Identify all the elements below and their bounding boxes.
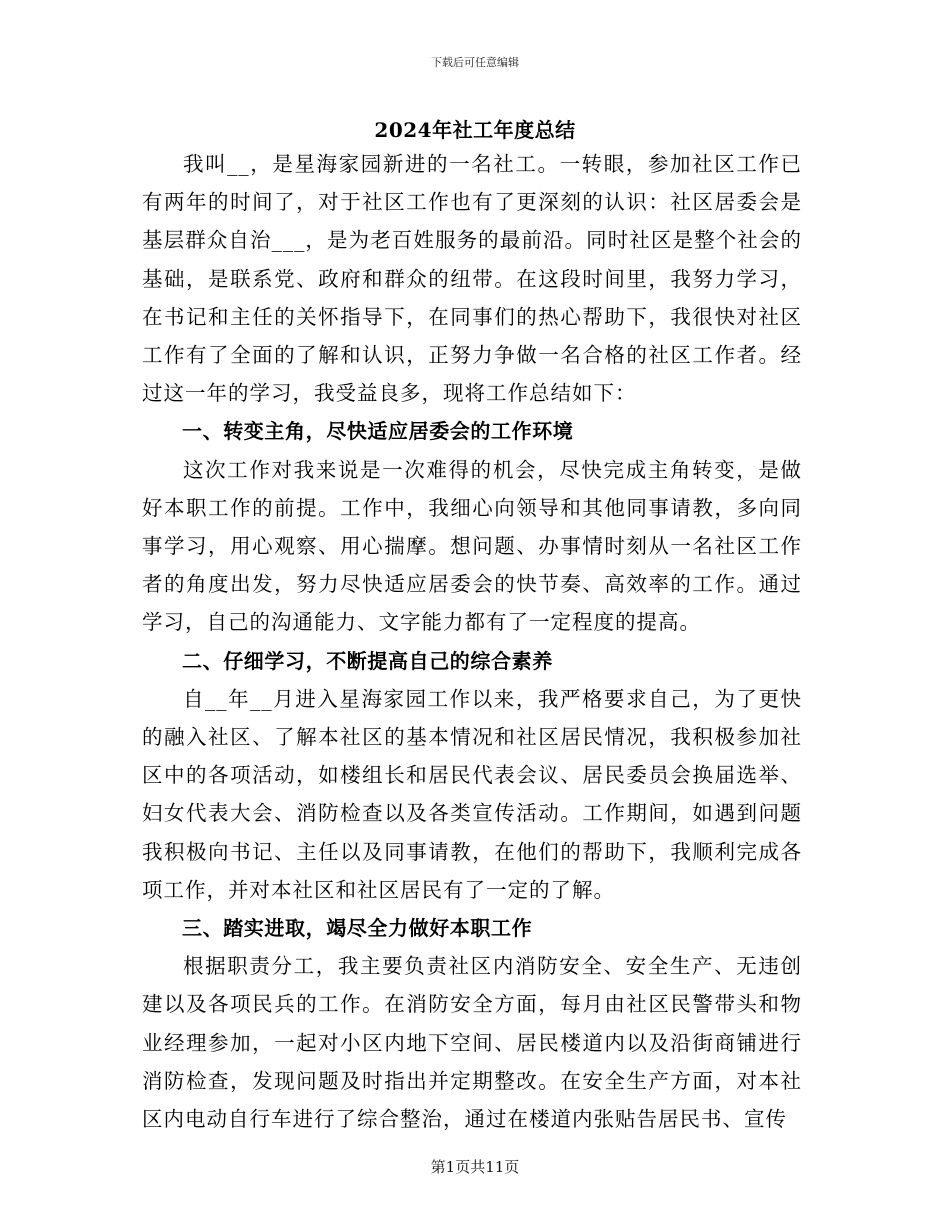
section-body-1: 这次工作对我来说是一次难得的机会，尽快完成主角转变，是做好本职工作的前提。工作中，我细心向领导和其他同事请教，多向同事学习，用心观察、用心揣摩。想问题、办事情时刻从一名社区工作者的角度出发，努力尽快适应居委会的快节奏、高效率的工作。通过学习，自己的沟通能力、文字能力都有了一定程度的提高。 — [142, 457, 802, 635]
document-body — [142, 145, 802, 1138]
page-number: 第1页共11页 — [430, 1158, 520, 1176]
section-heading-3: 三、踏实进取，竭尽全力做好本职工作 — [182, 916, 533, 941]
section-heading-1: 一、转变主角，尽快适应居委会的工作环境 — [182, 419, 574, 444]
intro-paragraph: 我叫__，是星海家园新进的一名社工。一转眼，参加社区工作已有两年的时间了，对于社区工作也有了更深刻的认识：社区居委会是基层群众自治___，是为老百姓服务的最前沿。同时社区是整个社会的基础，是联系党、政府和群众的纽带。在这段时间里，我努力学习，在书记和主任的关怀指导下，在同事们的热心帮助下，我很快对社区工作有了全面的了解和认识，正努力争做一名合格的社区工作者。经过这一年的学习，我受益良多，现将工作总结如下： — [142, 152, 802, 406]
section-body-3: 根据职责分工，我主要负责社区内消防安全、安全生产、无违创建以及各项民兵的工作。在消防安全方面，每月由社区民警带头和物业经理参加，一起对小区内地下空间、居民楼道内以及沿街商铺进行消防检查，发现问题及时指出并定期整改。在安全生产方面，对本社区内电动自行车进行了综合整治，通过在楼道内张贴告居民书、宣传 — [142, 954, 802, 1132]
section-body-2: 自__年__月进入星海家园工作以来，我严格要求自己，为了更快的融入社区、了解本社区的基本情况和社区居民情况，我积极参加社区中的各项活动，如楼组长和居民代表会议、居民委员会换届选举、妇女代表大会、消防检查以及各类宣传活动。工作期间，如遇到问题我积极向书记、主任以及同事请教，在他们的帮助下，我顺利完成各项工作，并对本社区和社区居民有了一定的了解。 — [142, 686, 802, 902]
section-heading-2: 二、仔细学习，不断提高自己的综合素养 — [182, 648, 553, 673]
document-title: 2024年社工年度总结 — [374, 118, 576, 142]
header-note: 下载后可任意编辑 — [431, 56, 519, 69]
